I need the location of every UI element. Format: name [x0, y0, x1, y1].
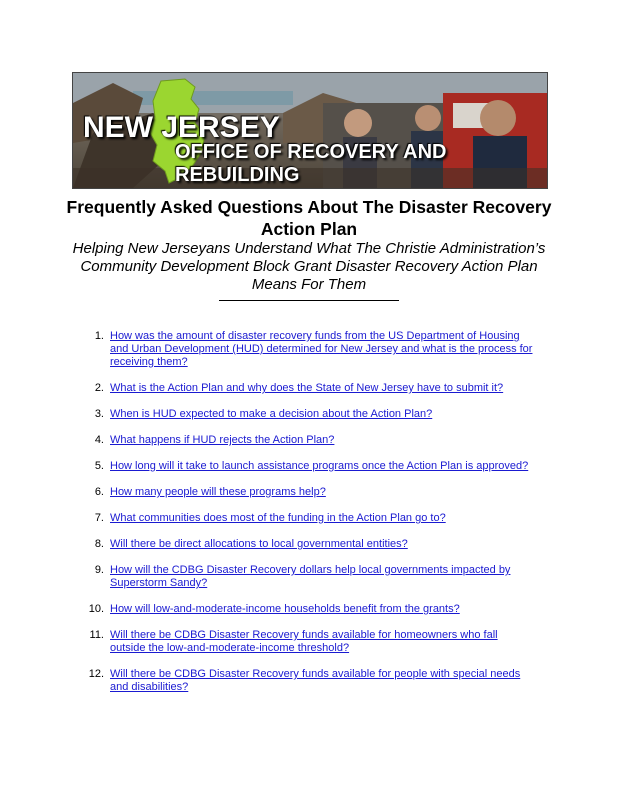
item-number: 3.	[94, 408, 104, 420]
faq-link[interactable]: How long will it take to launch assistance programs once the Action Plan is approved?	[110, 460, 529, 472]
faq-link[interactable]: How many people will these programs help?	[110, 486, 326, 498]
item-number: 2.	[94, 382, 104, 394]
list-item	[86, 512, 536, 525]
faq-link[interactable]: Will there be CDBG Disaster Recovery funds available for homeowners who fall outside the low-and-moderate-income threshold?	[110, 629, 498, 654]
list-item	[86, 486, 536, 499]
item-number: 8.	[94, 538, 104, 550]
list-item	[86, 668, 536, 694]
item-number: 6.	[94, 486, 104, 498]
faq-link[interactable]: What communities does most of the funding in the Action Plan go to?	[110, 512, 446, 524]
faq-link[interactable]: Will there be CDBG Disaster Recovery funds available for people with special needs and disabilities?	[110, 668, 521, 693]
list-item	[86, 629, 536, 655]
page-title: Frequently Asked Questions About The Disaster Recovery Action Plan	[66, 197, 552, 239]
list-item	[86, 538, 536, 551]
item-number: 9.	[94, 564, 104, 576]
list-item	[86, 564, 536, 590]
faq-list	[86, 330, 536, 707]
item-number: 7.	[94, 512, 104, 524]
list-item	[86, 408, 536, 421]
item-number: 1.	[94, 330, 104, 342]
banner-title-line1: NEW JERSEY	[83, 111, 280, 144]
page-subtitle: Helping New Jerseyans Understand What The Christie Administration’s Community Development Block Grant Disaster Recovery Action Plan Means For Them	[72, 240, 546, 293]
faq-link[interactable]: Will there be direct allocations to local governmental entities?	[110, 538, 408, 550]
faq-link[interactable]: When is HUD expected to make a decision about the Action Plan?	[110, 408, 433, 420]
list-item	[86, 382, 536, 395]
header-banner	[72, 72, 548, 189]
faq-link[interactable]: How will low-and-moderate-income households benefit from the grants?	[110, 603, 460, 615]
faq-link[interactable]: How was the amount of disaster recovery funds from the US Department of Housing and Urban Development (HUD) determined for New Jersey and what is the process for receiving them?	[110, 330, 533, 368]
item-number: 11.	[89, 629, 104, 641]
faq-link[interactable]: What is the Action Plan and why does the State of New Jersey have to submit it?	[110, 382, 504, 394]
faq-link[interactable]: How will the CDBG Disaster Recovery dollars help local governments impacted by Superstorm Sandy?	[110, 564, 511, 589]
title-divider	[219, 300, 399, 301]
list-item	[86, 330, 536, 369]
item-number: 4.	[94, 434, 104, 446]
item-number: 10.	[88, 603, 104, 615]
banner-title-line2: OFFICE OF RECOVERY AND REBUILDING	[175, 141, 447, 186]
list-item	[86, 460, 536, 473]
list-item	[86, 434, 536, 447]
faq-link[interactable]: What happens if HUD rejects the Action Plan?	[110, 434, 335, 446]
list-item	[86, 603, 536, 616]
item-number: 5.	[94, 460, 104, 472]
item-number: 12.	[88, 668, 104, 680]
